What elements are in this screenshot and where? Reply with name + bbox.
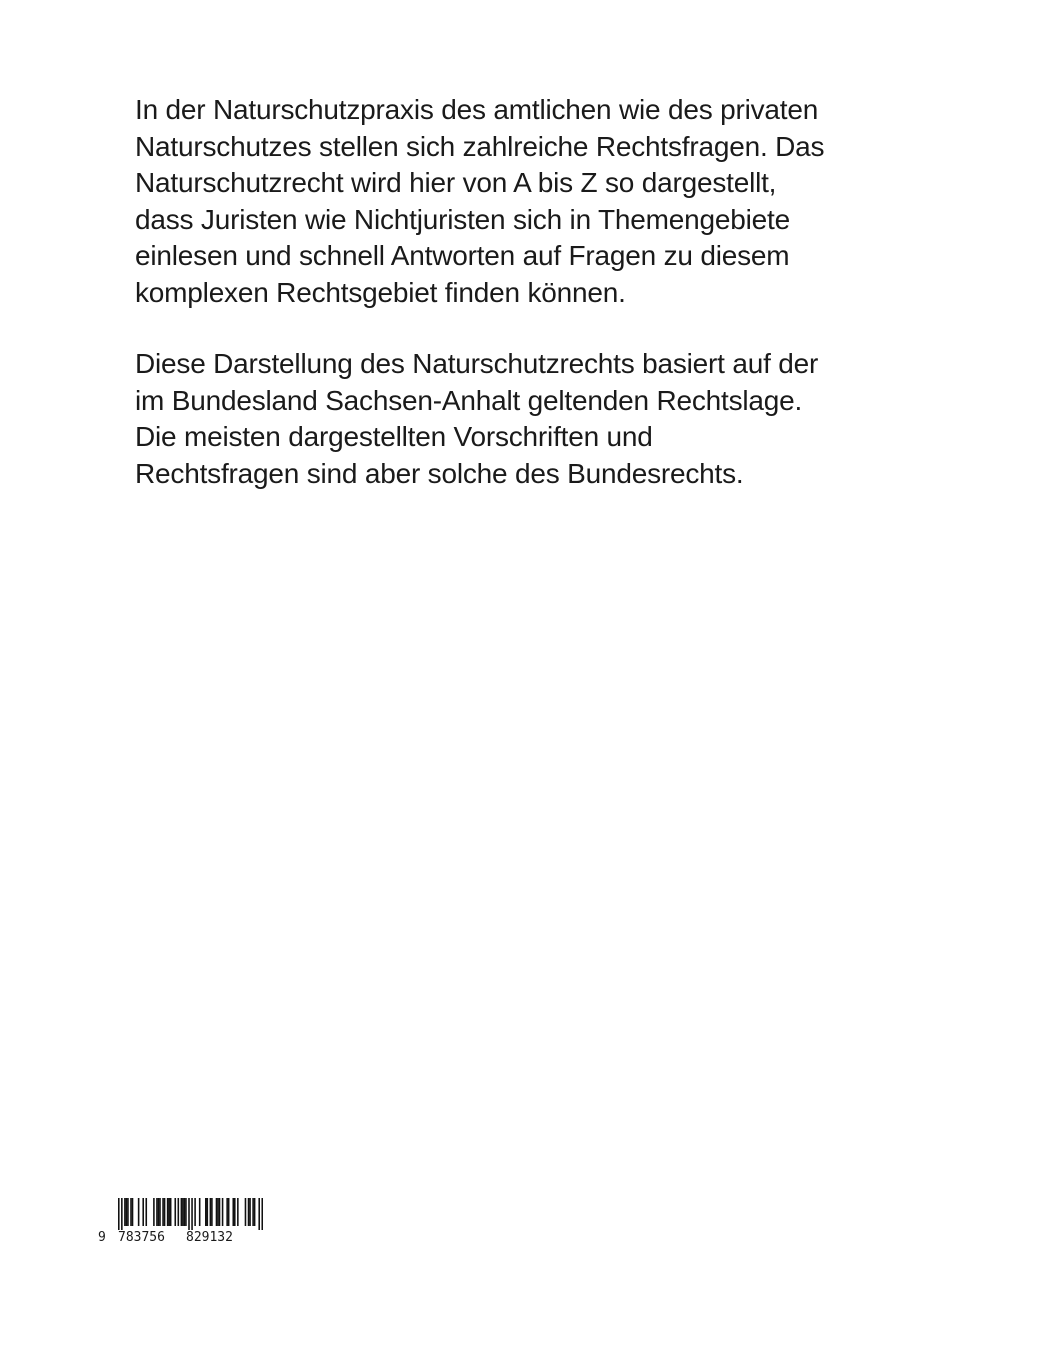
barcode-bar — [245, 1198, 247, 1226]
barcode-bar — [126, 1198, 128, 1226]
barcode-bar — [261, 1198, 263, 1230]
barcode-bar — [185, 1198, 187, 1226]
text-line: Naturschutzes stellen sich zahlreiche Rechtsfragen. Das — [135, 130, 825, 162]
barcode-bar — [219, 1198, 221, 1226]
barcode-bar — [207, 1198, 209, 1226]
barcode-bar — [252, 1198, 254, 1226]
barcode-bar — [127, 1198, 129, 1226]
barcode-bar — [248, 1198, 250, 1226]
text-line: dass Juristen wie Nichtjuristen sich in Themengebiete — [135, 203, 790, 235]
barcode-bar — [170, 1198, 172, 1226]
barcode-bar — [158, 1198, 160, 1226]
barcode-bar — [228, 1198, 230, 1226]
text-line: einlesen und schnell Antworten auf Fragen zu diesem — [135, 240, 790, 271]
text-line: Rechtsfragen sind aber solche des Bundesrechts. — [135, 457, 744, 489]
barcode-bar — [182, 1198, 184, 1226]
barcode-bar — [168, 1198, 170, 1226]
barcode-bar — [217, 1198, 219, 1226]
barcode-bar — [121, 1198, 123, 1230]
barcode-bar — [130, 1198, 132, 1226]
barcode-bar — [254, 1198, 256, 1226]
barcode-bar — [124, 1198, 126, 1226]
text-line: In der Naturschutzpraxis des amtlichen wie des privaten — [135, 94, 819, 125]
barcode-bar — [216, 1198, 218, 1226]
barcode-bar — [156, 1198, 158, 1226]
barcode-bar — [145, 1198, 147, 1226]
text-line: Diese Darstellung des Naturschutzrechts basiert auf der — [135, 348, 819, 379]
barcode-bar — [191, 1198, 193, 1230]
barcode-bar — [258, 1198, 260, 1230]
barcode-bar — [184, 1198, 186, 1226]
isbn-barcode — [98, 1198, 268, 1248]
barcode-bar — [181, 1198, 183, 1226]
blurb-paragraph-2 — [135, 346, 895, 492]
text-line: komplexen Rechtsgebiet finden können. — [135, 276, 626, 308]
barcode-bar — [174, 1198, 176, 1226]
blurb-paragraph-1 — [135, 92, 895, 311]
text-line: im Bundesland Sachsen-Anhalt geltenden Rechtslage. — [135, 384, 803, 416]
barcode-bars-icon — [118, 1198, 263, 1230]
barcode-bar — [210, 1198, 212, 1226]
barcode-bar — [237, 1198, 239, 1226]
barcode-left-group: 783756 — [118, 1230, 165, 1245]
barcode-bar — [226, 1198, 228, 1226]
barcode-bar — [211, 1198, 213, 1226]
barcode-right-group: 829132 — [186, 1230, 233, 1245]
barcode-bar — [142, 1198, 144, 1226]
barcode-bar — [199, 1198, 201, 1226]
barcode-bar — [222, 1198, 224, 1226]
barcode-bar — [178, 1198, 180, 1226]
blurb-text — [135, 92, 895, 527]
barcode-bar — [153, 1198, 155, 1226]
barcode-bar — [132, 1198, 134, 1226]
barcode-bar — [234, 1198, 236, 1226]
barcode-bar — [118, 1198, 120, 1230]
barcode-bar — [159, 1198, 161, 1226]
text-line: Naturschutzrecht wird hier von A bis Z so dargestellt, — [135, 167, 777, 198]
barcode-first-digit: 9 — [98, 1230, 106, 1245]
text-line: Die meisten dargestellten Vorschriften und — [135, 421, 653, 452]
barcode-bar — [138, 1198, 140, 1226]
barcode-bar — [164, 1198, 166, 1226]
barcode-bar — [188, 1198, 190, 1230]
barcode-digits — [98, 1230, 258, 1245]
barcode-bar — [167, 1198, 169, 1226]
barcode-bar — [249, 1198, 251, 1226]
barcode-bar — [205, 1198, 207, 1226]
barcode-bar — [162, 1198, 164, 1226]
barcode-bar — [232, 1198, 234, 1226]
barcode-bar — [194, 1198, 196, 1226]
